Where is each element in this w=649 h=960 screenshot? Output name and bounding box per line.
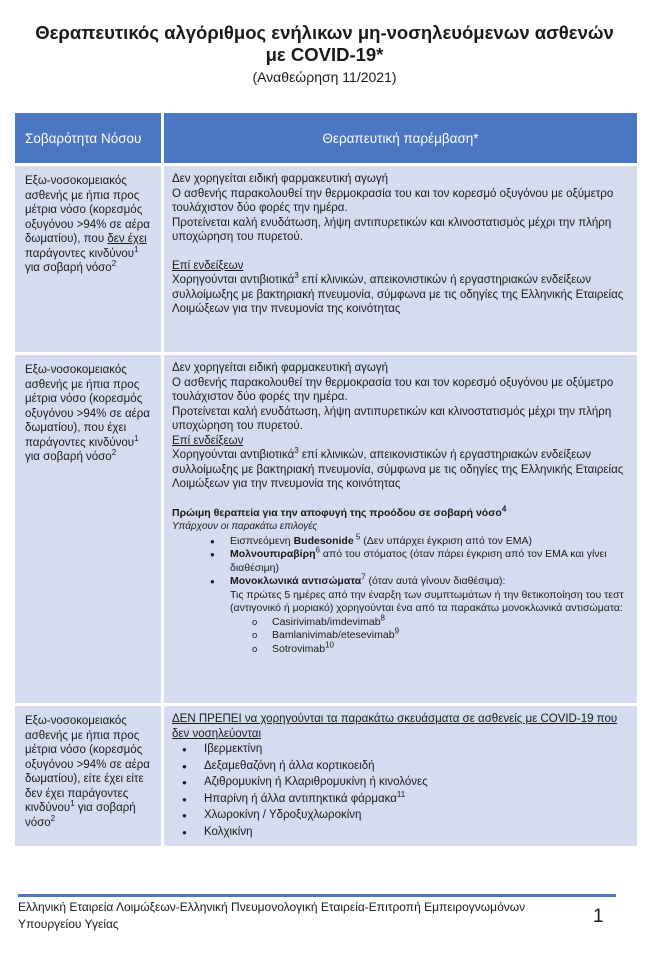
severity-text: Εξω-νοσοκομειακός ασθενής με ήπια προς μέτρια νόσο (κορεσμός οξυγόνου >94% σε αέρα δωματίου), που έχει παράγοντες κινδύνου xyxy=(25,364,150,449)
intervention-cell xyxy=(164,706,637,846)
list-item: ● Εισπνεόμενη Budesonide $^5$ (Δεν υπάρχει έγκριση από τον EMA) xyxy=(210,535,629,549)
list-item: ● Μονοκλωνικά αντισώματα$^7$ (όταν αυτά γίνουν διαθέσιμα): xyxy=(210,575,629,589)
indications-title: Επί ενδείξεων xyxy=(172,434,244,447)
not-recommended-list xyxy=(182,741,629,840)
footnote-ref: 2 xyxy=(111,448,117,458)
footnote-ref: 3 xyxy=(294,446,299,456)
severity-text: Εξω-νοσοκομειακός ασθενής με ήπια προς μέτρια νόσο (κορεσμός οξυγόνου >94% σε αέρα δωματίου), που xyxy=(25,175,150,245)
header-intervention: Θεραπευτική παρέμβαση* xyxy=(164,113,637,163)
footnote-ref: 10 xyxy=(325,640,335,649)
intervention-cell xyxy=(164,166,637,352)
severity-cell xyxy=(15,706,161,846)
antibiotics-paragraph: Χορηγούνται αντιβιοτικά$^3$ επί κλινικών, απεικονιστικών ή εργαστηριακών ενδείξεων συλλοίμωξης με βακτηριακή πνευμονία, σύμφωνα με τις οδηγίες της Ελληνικής Εταιρείας Λοιμώξεων για την πνευμονία της κοινότητας xyxy=(172,446,624,490)
intervention-paragraph: Δεν χορηγείται ειδική φαρμακευτική αγωγή xyxy=(172,173,389,185)
mab-description: Τις πρώτες 5 ημέρες από την έναρξη των συμπτωμάτων ή την θετικοποίηση του τεστ (αντιγονικό ή μοριακό) χορηγούνται ένα από τα παρακάτω μονοκλωνικά αντισώματα: xyxy=(230,588,624,614)
early-therapy-title: Πρώιμη θεραπεία για την αποφυγή της προόδου σε σοβαρή νόσο$^4$ xyxy=(172,504,507,519)
severity-cell xyxy=(15,166,161,352)
page-number: 1 xyxy=(593,906,604,927)
intervention-cell xyxy=(164,355,637,703)
intervention-paragraph: Ο ασθενής παρακολουθεί την θερμοκρασία του και τον κορεσμό οξυγόνου με οξύμετρο τουλάχιστον δύο φορές την ημέρα. xyxy=(172,187,614,214)
footnote-ref: 1 xyxy=(70,799,75,809)
list-item: o Casirivimab/imdevimab$^8$ xyxy=(252,616,629,630)
early-therapy-subtitle: Υπάρχουν οι παρακάτω επιλογές xyxy=(172,521,318,532)
early-therapy-options xyxy=(210,532,629,589)
footnote-ref: 1 xyxy=(134,244,139,254)
header-severity: Σοβαρότητα Νόσου xyxy=(15,113,161,163)
footnote-ref: 5 xyxy=(353,532,361,541)
severity-text: για σοβαρή νόσο xyxy=(25,451,112,463)
list-item: o Bamlanivimab/etesevimab$^9$ xyxy=(252,629,629,643)
treatment-algorithm-table xyxy=(12,110,640,849)
footer-text: Ελληνική Εταιρεία Λοιμώξεων-Ελληνική Πνευμονολογική Εταιρεία-Επιτροπή Εμπειρογνωμόνων Υπουργείου Υγείας xyxy=(18,900,526,931)
list-item: ● Μολνουπιραβίρη$^6$ από του στόματος (όταν πάρει έγκριση από τον EMA και γίνει διαθέσιμη) xyxy=(210,548,629,575)
footnote-ref: 7 xyxy=(361,572,366,582)
footnote-ref: 2 xyxy=(111,259,117,269)
document-title-line2: με COVID-19* xyxy=(265,44,384,65)
footnote-ref: 11 xyxy=(396,789,406,799)
severity-text: για σοβαρή νόσο xyxy=(25,262,112,274)
list-item: ● Δεξαμεθαζόνη ή άλλα κορτικοειδή xyxy=(182,758,629,775)
document-title: Θεραπευτικός αλγόριθμος ενήλικων μη-νοσηλευόμενων ασθενών xyxy=(35,22,614,43)
severity-underlined-text: δεν έχει xyxy=(107,233,147,245)
footnote-ref: 8 xyxy=(380,613,385,622)
antibiotics-paragraph: Χορηγούνται αντιβιοτικά$^3$ επί κλινικών, απεικονιστικών ή εργαστηριακών ενδείξεων συλλοίμωξης με βακτηριακή πνευμονία, σύμφωνα με τις οδηγίες της Ελληνικής Εταιρείας Λοιμώξεων για την πνευμονία της κοινότητας xyxy=(172,271,624,315)
list-item: ● Ηπαρίνη ή άλλα αντιπηκτικά φάρμακα$^{11}$ xyxy=(182,791,629,808)
footnote-ref: 3 xyxy=(294,271,299,281)
revision-note: (Αναθεώρηση 11/2021) xyxy=(252,69,397,85)
footnote-ref: 9 xyxy=(394,626,400,636)
footnote-ref: 6 xyxy=(315,545,320,555)
drug-name: Μονοκλωνικά αντισώματα xyxy=(230,575,362,587)
table-row xyxy=(15,355,637,703)
intervention-paragraph: Ο ασθενής παρακολουθεί την θερμοκρασία του και τον κορεσμό οξυγόνου με οξύμετρο τουλάχιστον δύο φορές την ημέρα. xyxy=(172,376,614,403)
monoclonal-antibody-list xyxy=(252,613,629,657)
severity-cell xyxy=(15,355,161,703)
table-header-row xyxy=(15,113,637,163)
severity-text: Εξω-νοσοκομειακός ασθενής με ήπια προς μέτρια νόσο (κορεσμός οξυγόνου >94% σε αέρα δωματίου), είτε έχει είτε δεν έχει παράγοντες κινδύνου xyxy=(25,715,150,814)
footnote-ref: 2 xyxy=(50,813,56,823)
footnote-ref: 4 xyxy=(501,504,507,513)
not-recommended-warning: ΔΕΝ ΠΡΕΠΕΙ να χορηγούνται τα παρακάτω σκευάσματα σε ασθενείς με COVID-19 που δεν νοσηλεύονται xyxy=(172,713,618,740)
table-row xyxy=(15,166,637,352)
list-item: ● Χλωροκίνη / Υδροξυχλωροκίνη xyxy=(182,807,629,824)
drug-name: Budesonide xyxy=(293,534,354,547)
indications-title: Επί ενδείξεων xyxy=(172,259,244,272)
drug-name: Μολνουπιραβίρη xyxy=(230,548,316,560)
list-item: ● Αζιθρομυκίνη ή Κλαριθρομυκίνη ή κινολόνες xyxy=(182,774,629,791)
table-row xyxy=(15,706,637,846)
footnote-ref: 1 xyxy=(134,433,139,443)
footer-divider xyxy=(18,894,616,897)
intervention-paragraph: Προτείνεται καλή ενυδάτωση, λήψη αντιπυρετικών και κλινοστατισμός μέχρι την πλήρη υποχώρηση του πυρετού. xyxy=(172,405,612,432)
list-item: o Sotrovimab$^{10}$ xyxy=(252,643,629,657)
severity-text: για σοβαρή νόσο xyxy=(25,802,136,829)
severity-text: παράγοντες κινδύνου xyxy=(25,247,135,260)
intervention-paragraph: Δεν χορηγείται ειδική φαρμακευτική αγωγή xyxy=(172,362,389,374)
intervention-paragraph: Προτείνεται καλή ενυδάτωση, λήψη αντιπυρετικών και κλινοστατισμός μέχρι την πλήρη υποχώρηση του πυρετού. xyxy=(172,216,612,243)
list-item: ● Κολχικίνη xyxy=(182,824,629,841)
list-item: ● Ιβερμεκτίνη xyxy=(182,741,629,758)
document-title-block xyxy=(0,22,649,87)
